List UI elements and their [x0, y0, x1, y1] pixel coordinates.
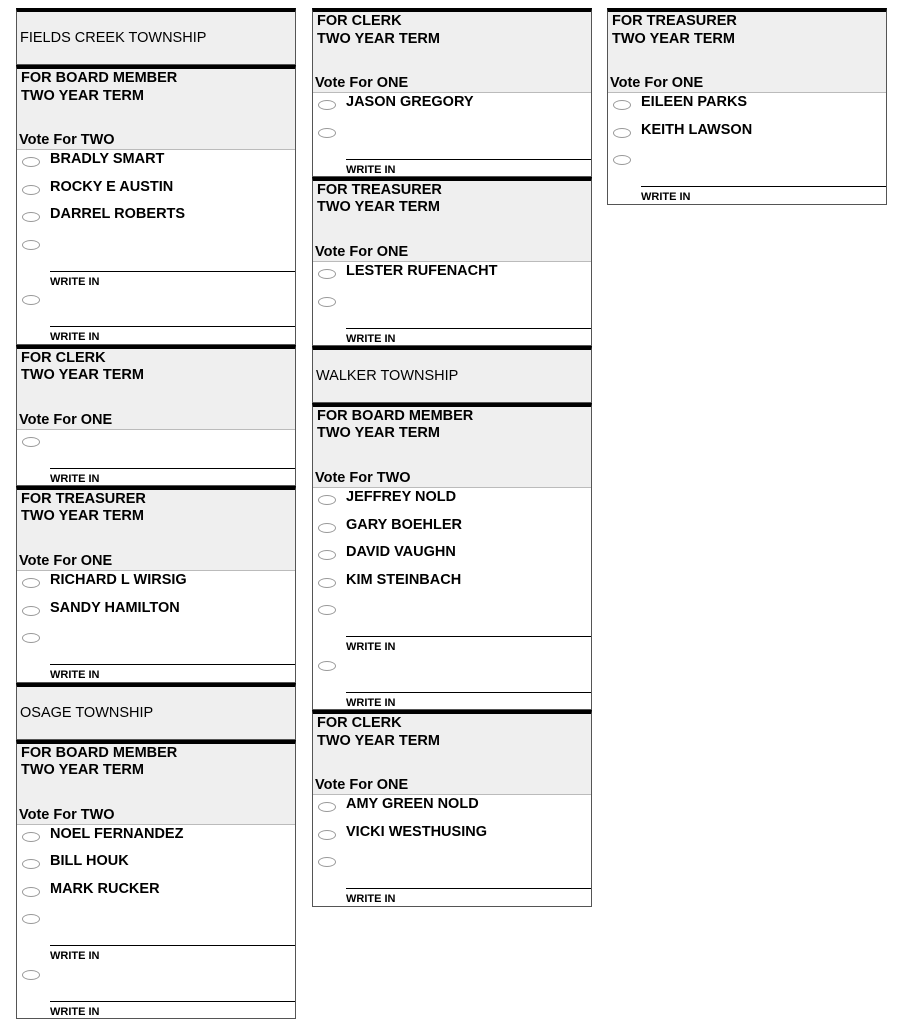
write-in-label: WRITE IN — [50, 1005, 100, 1018]
candidate-name: MARK RUCKER — [50, 880, 160, 897]
candidate-name: BILL HOUK — [50, 853, 129, 870]
vote-oval[interactable] — [22, 437, 40, 447]
candidate-option[interactable] — [313, 543, 591, 571]
vote-oval[interactable] — [22, 240, 40, 250]
vote-oval[interactable] — [22, 606, 40, 616]
write-in-option[interactable] — [608, 148, 886, 203]
write-in-label: WRITE IN — [346, 893, 396, 906]
write-in-option[interactable] — [313, 121, 591, 176]
write-in-line[interactable] — [50, 664, 295, 665]
candidate-option[interactable] — [17, 571, 295, 599]
vote-for-instruction: Vote For TWO — [315, 469, 411, 486]
vote-oval[interactable] — [318, 830, 336, 840]
contest-box — [312, 177, 592, 346]
township-name: WALKER TOWNSHIP — [313, 350, 591, 402]
candidate-option[interactable] — [313, 795, 591, 823]
candidate-name: EILEEN PARKS — [641, 94, 748, 110]
write-in-label: WRITE IN — [50, 472, 100, 485]
contest-box — [16, 65, 296, 345]
vote-oval[interactable] — [318, 269, 336, 279]
contest-box — [312, 403, 592, 710]
candidate-option[interactable] — [608, 93, 886, 121]
write-in-option[interactable] — [313, 654, 591, 709]
candidate-name: DAVID VAUGHN — [346, 544, 456, 561]
write-in-label: WRITE IN — [50, 950, 100, 963]
contest-title: FOR BOARD MEMBER TWO YEAR TERM — [21, 70, 178, 104]
contest-header — [17, 69, 295, 150]
vote-oval[interactable] — [318, 550, 336, 560]
contest-header — [313, 714, 591, 795]
contest-header — [17, 744, 295, 825]
write-in-label: WRITE IN — [346, 641, 396, 654]
write-in-option[interactable] — [17, 233, 295, 288]
contest-title: FOR BOARD MEMBER TWO YEAR TERM — [317, 407, 474, 442]
candidate-name: AMY GREEN NOLD — [346, 796, 479, 813]
vote-oval[interactable] — [22, 914, 40, 924]
vote-for-instruction: Vote For ONE — [315, 75, 409, 91]
write-in-line[interactable] — [50, 271, 295, 272]
write-in-option[interactable] — [17, 430, 295, 485]
township-name: FIELDS CREEK TOWNSHIP — [17, 12, 295, 64]
vote-oval[interactable] — [22, 295, 40, 305]
vote-for-instruction: Vote For ONE — [315, 243, 409, 260]
contest-header — [17, 349, 295, 430]
ballot-column-3 — [607, 8, 887, 205]
vote-oval[interactable] — [22, 887, 40, 897]
vote-oval[interactable] — [318, 802, 336, 812]
township-header — [312, 346, 592, 403]
vote-for-instruction: Vote For ONE — [315, 777, 409, 794]
candidate-name: VICKI WESTHUSING — [346, 823, 487, 840]
vote-for-instruction: Vote For ONE — [19, 411, 113, 428]
candidate-option[interactable] — [17, 205, 295, 233]
township-name: OSAGE TOWNSHIP — [17, 687, 295, 739]
candidate-option[interactable] — [17, 178, 295, 206]
candidate-name: GARY BOEHLER — [346, 516, 463, 533]
contest-header — [17, 490, 295, 571]
vote-oval[interactable] — [22, 578, 40, 588]
contest-title: FOR TREASURER TWO YEAR TERM — [612, 13, 737, 47]
write-in-line[interactable] — [50, 468, 295, 469]
candidate-name: KIM STEINBACH — [346, 571, 462, 588]
vote-for-instruction: Vote For TWO — [19, 132, 115, 148]
write-in-line[interactable] — [346, 692, 591, 693]
candidate-option[interactable] — [313, 823, 591, 851]
contest-box — [16, 345, 296, 486]
vote-oval[interactable] — [613, 100, 631, 110]
candidate-option[interactable] — [313, 516, 591, 544]
vote-for-instruction: Vote For TWO — [19, 806, 115, 823]
vote-oval[interactable] — [22, 633, 40, 643]
vote-oval[interactable] — [613, 128, 631, 138]
contest-box — [312, 8, 592, 177]
vote-oval[interactable] — [22, 185, 40, 195]
write-in-option[interactable] — [17, 288, 295, 343]
vote-oval[interactable] — [22, 859, 40, 869]
candidate-name: DARREL ROBERTS — [50, 206, 186, 223]
candidate-option[interactable] — [313, 488, 591, 516]
candidate-name: LESTER RUFENACHT — [346, 262, 498, 279]
vote-oval[interactable] — [318, 605, 336, 615]
candidate-name: RICHARD L WIRSIG — [50, 571, 187, 588]
write-in-label: WRITE IN — [50, 669, 100, 682]
candidate-option[interactable] — [17, 825, 295, 853]
vote-for-instruction: Vote For ONE — [19, 552, 113, 569]
write-in-line[interactable] — [641, 186, 886, 187]
vote-oval[interactable] — [318, 523, 336, 533]
vote-oval[interactable] — [22, 212, 40, 222]
contest-title: FOR TREASURER TWO YEAR TERM — [317, 181, 442, 216]
candidate-option[interactable] — [17, 150, 295, 178]
contest-title: FOR CLERK TWO YEAR TERM — [317, 13, 440, 47]
candidate-name: NOEL FERNANDEZ — [50, 825, 184, 842]
contest-title: FOR CLERK TWO YEAR TERM — [317, 715, 440, 749]
candidate-option[interactable] — [313, 571, 591, 599]
write-in-label: WRITE IN — [346, 332, 396, 345]
write-in-option[interactable] — [17, 626, 295, 681]
write-in-line[interactable] — [346, 159, 591, 160]
vote-oval[interactable] — [613, 155, 631, 165]
vote-oval[interactable] — [318, 128, 336, 138]
candidate-name: ROCKY E AUSTIN — [50, 178, 174, 195]
contest-title: FOR BOARD MEMBER TWO YEAR TERM — [21, 744, 178, 779]
vote-oval[interactable] — [318, 297, 336, 307]
contest-header — [313, 181, 591, 262]
candidate-option[interactable] — [17, 880, 295, 908]
candidate-option[interactable] — [608, 121, 886, 149]
contest-header — [608, 12, 886, 93]
write-in-line[interactable] — [50, 945, 295, 946]
write-in-line[interactable] — [346, 328, 591, 329]
write-in-line[interactable] — [346, 888, 591, 889]
write-in-line[interactable] — [50, 1001, 295, 1002]
vote-oval[interactable] — [22, 970, 40, 980]
candidate-option[interactable] — [313, 262, 591, 290]
write-in-label: WRITE IN — [641, 191, 691, 204]
vote-for-instruction: Vote For ONE — [610, 75, 704, 91]
write-in-option[interactable] — [17, 907, 295, 962]
vote-oval[interactable] — [318, 578, 336, 588]
contest-header — [313, 407, 591, 488]
candidate-name: BRADLY SMART — [50, 151, 165, 167]
vote-oval[interactable] — [318, 661, 336, 671]
vote-oval[interactable] — [22, 157, 40, 167]
write-in-label: WRITE IN — [346, 163, 396, 176]
candidate-name: SANDY HAMILTON — [50, 599, 180, 616]
write-in-label: WRITE IN — [346, 696, 396, 709]
contest-box — [607, 8, 887, 205]
candidate-option[interactable] — [17, 599, 295, 627]
township-header — [16, 683, 296, 740]
candidate-option[interactable] — [17, 852, 295, 880]
vote-oval[interactable] — [318, 857, 336, 867]
vote-oval[interactable] — [318, 100, 336, 110]
ballot-column-2 — [312, 8, 592, 907]
write-in-label: WRITE IN — [50, 275, 100, 288]
contest-title: FOR TREASURER TWO YEAR TERM — [21, 490, 146, 525]
write-in-label: WRITE IN — [50, 331, 100, 344]
write-in-option[interactable] — [17, 963, 295, 1018]
vote-oval[interactable] — [22, 832, 40, 842]
candidate-name: JEFFREY NOLD — [346, 488, 457, 505]
write-in-line[interactable] — [346, 636, 591, 637]
contest-title: FOR CLERK TWO YEAR TERM — [21, 349, 144, 384]
contest-box — [312, 710, 592, 907]
vote-oval[interactable] — [318, 495, 336, 505]
write-in-option[interactable] — [313, 598, 591, 653]
ballot-column-1 — [16, 8, 296, 1019]
candidate-name: JASON GREGORY — [346, 94, 474, 110]
contest-box — [16, 740, 296, 1020]
township-header — [16, 8, 296, 65]
write-in-option[interactable] — [313, 850, 591, 905]
contest-header — [313, 12, 591, 93]
write-in-line[interactable] — [50, 326, 295, 327]
candidate-name: KEITH LAWSON — [641, 121, 753, 138]
write-in-option[interactable] — [313, 290, 591, 345]
contest-box — [16, 486, 296, 683]
candidate-option[interactable] — [313, 93, 591, 121]
